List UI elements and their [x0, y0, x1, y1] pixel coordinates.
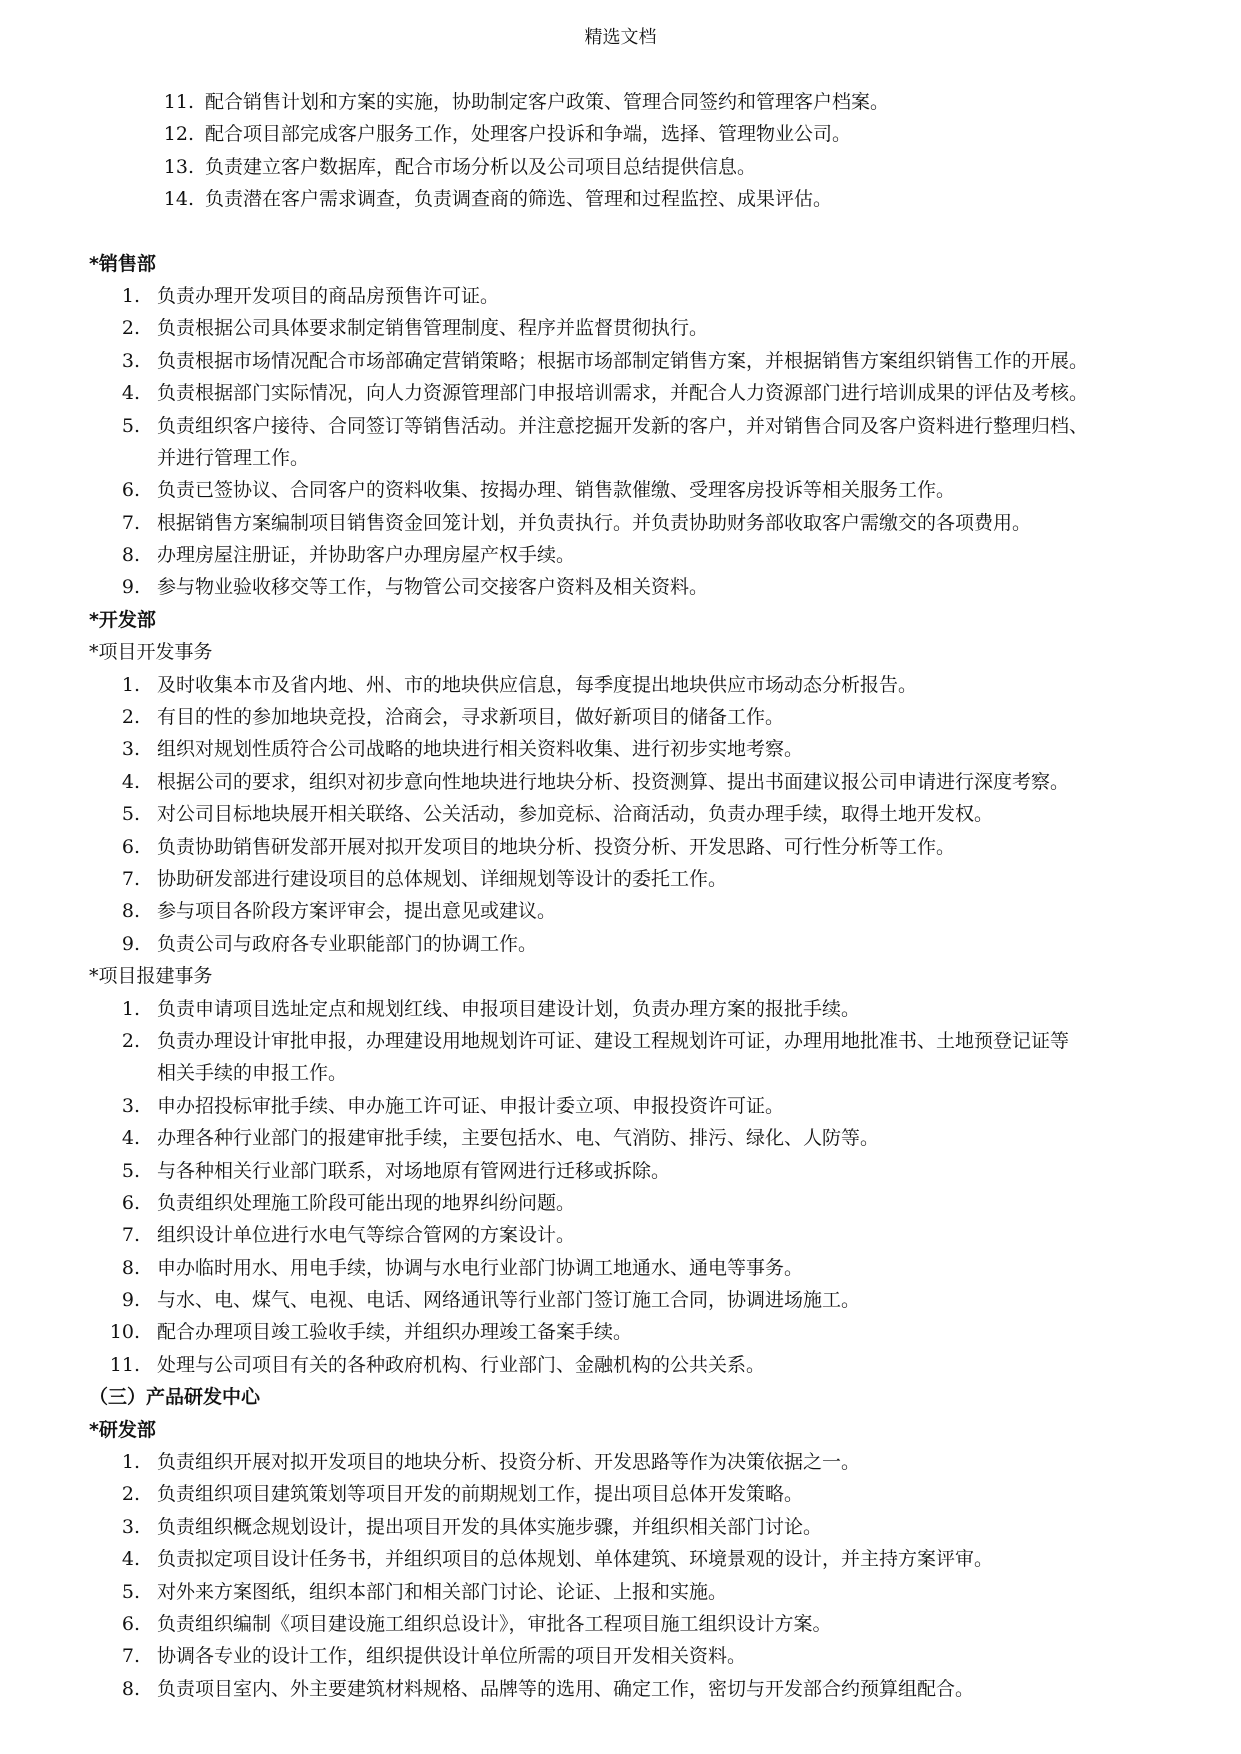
list-item-number: 5. — [121, 414, 140, 437]
list-item-text: 负责根据市场情况配合市场部确定营销策略；根据市场部制定销售方案，并根据销售方案组织销售工作的开展。 — [157, 349, 1089, 372]
list-item-number: 10. — [109, 1321, 140, 1344]
marketing-duties-list — [0, 86, 1241, 216]
list-item — [0, 1122, 1241, 1154]
list-item — [0, 895, 1241, 927]
rd-dept-heading: *研发部 — [89, 1418, 156, 1441]
list-item — [0, 1511, 1241, 1543]
list-item-text: 负责组织项目建筑策划等项目开发的前期规划工作，提出项目总体开发策略。 — [157, 1483, 804, 1506]
list-item-number: 11. — [163, 91, 194, 113]
list-item-continuation-text: 相关手续的申报工作。 — [157, 1062, 348, 1085]
list-item — [0, 86, 1241, 118]
list-item-number: 14. — [163, 188, 194, 211]
list-item-number: 2. — [121, 317, 140, 340]
list-item-number: 1. — [121, 673, 140, 696]
project-development-list — [0, 669, 1241, 961]
sales-duties-list — [0, 280, 1241, 604]
list-item-text: 及时收集本市及省内地、州、市的地块供应信息，每季度提出地块供应市场动态分析报告。 — [157, 673, 918, 696]
list-item — [0, 733, 1241, 765]
list-item-number: 4. — [121, 1548, 140, 1571]
list-item-text: 负责组织处理施工阶段可能出现的地界纠纷问题。 — [157, 1191, 576, 1214]
list-item — [0, 1640, 1241, 1672]
list-item-number: 11. — [109, 1353, 140, 1376]
dev-dept-heading: *开发部 — [89, 608, 156, 631]
list-item — [0, 1252, 1241, 1284]
list-item — [0, 571, 1241, 603]
list-item — [0, 118, 1241, 150]
list-item — [0, 1576, 1241, 1608]
list-item — [0, 798, 1241, 830]
list-item-number: 8. — [121, 544, 140, 567]
list-item-text: 负责组织客户接待、合同签订等销售活动。并注意挖掘开发新的客户，并对销售合同及客户资料进行整理归档、 — [157, 414, 1089, 437]
list-item — [0, 1478, 1241, 1510]
list-item — [0, 701, 1241, 733]
list-item — [0, 1187, 1241, 1219]
list-item-number: 5. — [121, 1159, 140, 1182]
list-item-number: 9. — [121, 1289, 140, 1312]
list-item-text: 负责组织开展对拟开发项目的地块分析、投资分析、开发思路等作为决策依据之一。 — [157, 1451, 861, 1474]
list-item — [0, 863, 1241, 895]
list-item-number: 8. — [121, 1256, 140, 1279]
list-item-number: 6. — [121, 1191, 140, 1214]
list-item — [0, 766, 1241, 798]
list-item-number: 1. — [121, 1451, 140, 1474]
list-item — [0, 183, 1241, 215]
list-item — [0, 1284, 1241, 1316]
list-item-continuation — [0, 442, 1241, 474]
project-development-subheading: *项目开发事务 — [89, 641, 213, 664]
list-item-text: 负责拟定项目设计任务书，并组织项目的总体规划、单体建筑、环境景观的设计，并主持方案评审。 — [157, 1548, 994, 1571]
list-item — [0, 312, 1241, 344]
list-item-number: 6. — [121, 479, 140, 502]
list-item-number: 9. — [121, 576, 140, 599]
list-item-number: 6. — [121, 1612, 140, 1635]
list-item-number: 7. — [121, 511, 140, 534]
list-item-number: 13. — [163, 155, 194, 178]
list-item — [0, 410, 1241, 442]
list-item-text: 负责办理开发项目的商品房预售许可证。 — [157, 284, 500, 307]
list-item — [0, 1608, 1241, 1640]
list-item — [0, 1316, 1241, 1348]
list-item — [0, 151, 1241, 183]
list-item-number: 9. — [121, 932, 140, 955]
list-item-text: 申办招投标审批手续、申办施工许可证、申报计委立项、申报投资许可证。 — [157, 1094, 785, 1117]
list-item-number: 3. — [121, 1094, 140, 1117]
list-item-text: 负责公司与政府各专业职能部门的协调工作。 — [157, 932, 538, 955]
list-item-number: 5. — [121, 1580, 140, 1603]
sales-dept-heading: *销售部 — [89, 252, 156, 275]
list-item-text: 负责建立客户数据库，配合市场分析以及公司项目总结提供信息。 — [205, 155, 757, 178]
list-item-continuation-text: 并进行管理工作。 — [157, 446, 310, 469]
rd-duties-list — [0, 1446, 1241, 1705]
list-item-text: 组织设计单位进行水电气等综合管网的方案设计。 — [157, 1224, 576, 1247]
list-item-text: 负责根据部门实际情况，向人力资源管理部门申报培训需求，并配合人力资源部门进行培训成果的评估及考核。 — [157, 382, 1089, 405]
list-item — [0, 507, 1241, 539]
list-item — [0, 1155, 1241, 1187]
list-item — [0, 1673, 1241, 1705]
list-item-text: 负责协助销售研发部开展对拟开发项目的地块分析、投资分析、开发思路、可行性分析等工作。 — [157, 835, 956, 858]
list-item-text: 负责办理设计审批申报，办理建设用地规划许可证、建设工程规划许可证，办理用地批准书、土地预登记证等 — [157, 1029, 1070, 1052]
project-approval-subheading: *项目报建事务 — [89, 965, 213, 988]
list-item-number: 4. — [121, 770, 140, 793]
list-item — [0, 539, 1241, 571]
list-item-continuation — [0, 1057, 1241, 1089]
list-item-number: 3. — [121, 349, 140, 372]
list-item-text: 处理与公司项目有关的各种政府机构、行业部门、金融机构的公共关系。 — [157, 1353, 766, 1376]
list-item — [0, 280, 1241, 312]
list-item-text: 配合项目部完成客户服务工作，处理客户投诉和争端，选择、管理物业公司。 — [205, 123, 852, 146]
list-item-number: 2. — [121, 1483, 140, 1506]
project-approval-list — [0, 993, 1241, 1382]
list-item-number: 1. — [121, 284, 140, 307]
list-item-text: 办理各种行业部门的报建审批手续，主要包括水、电、气消防、排污、绿化、人防等。 — [157, 1127, 880, 1150]
list-item — [0, 1349, 1241, 1381]
list-item-text: 负责组织概念规划设计，提出项目开发的具体实施步骤，并组织相关部门讨论。 — [157, 1515, 823, 1538]
list-item-number: 5. — [121, 803, 140, 826]
list-item-number: 8. — [121, 1677, 140, 1700]
list-item — [0, 1025, 1241, 1057]
list-item — [0, 474, 1241, 506]
list-item — [0, 831, 1241, 863]
document-content — [0, 86, 1241, 1705]
list-item-number: 4. — [121, 382, 140, 405]
list-item-text: 根据公司的要求，组织对初步意向性地块进行地块分析、投资测算、提出书面建议报公司申请进行深度考察。 — [157, 770, 1070, 793]
list-item-number: 1. — [121, 997, 140, 1020]
list-item-text: 负责已签协议、合同客户的资料收集、按揭办理、销售款催缴、受理客房投诉等相关服务工作。 — [157, 479, 956, 502]
list-item-text: 与各种相关行业部门联系，对场地原有管网进行迁移或拆除。 — [157, 1159, 671, 1182]
list-item-text: 对公司目标地块展开相关联络、公关活动，参加竞标、洽商活动，负责办理手续，取得土地开发权。 — [157, 803, 994, 826]
list-item-number: 12. — [163, 123, 194, 146]
list-item-number: 2. — [121, 1029, 140, 1052]
list-item — [0, 1219, 1241, 1251]
list-item — [0, 345, 1241, 377]
section-spacer — [0, 216, 1241, 248]
list-item-text: 配合办理项目竣工验收手续，并组织办理竣工备案手续。 — [157, 1321, 633, 1344]
list-item-text: 组织对规划性质符合公司战略的地块进行相关资料收集、进行初步实地考察。 — [157, 738, 804, 761]
list-item — [0, 669, 1241, 701]
list-item-text: 协调各专业的设计工作，组织提供设计单位所需的项目开发相关资料。 — [157, 1645, 747, 1668]
list-item-text: 根据销售方案编制项目销售资金回笼计划，并负责执行。并负责协助财务部收取客户需缴交的各项费用。 — [157, 511, 1032, 534]
list-item-number: 6. — [121, 835, 140, 858]
list-item — [0, 1090, 1241, 1122]
list-item-text: 负责组织编制《项目建设施工组织总设计》，审批各工程项目施工组织设计方案。 — [157, 1612, 832, 1635]
list-item-number: 3. — [121, 738, 140, 761]
list-item — [0, 993, 1241, 1025]
list-item-number: 4. — [121, 1127, 140, 1150]
list-item-text: 与水、电、煤气、电视、电话、网络通讯等行业部门签订施工合同，协调进场施工。 — [157, 1289, 861, 1312]
list-item-text: 参与项目各阶段方案评审会，提出意见或建议。 — [157, 900, 557, 923]
list-item — [0, 377, 1241, 409]
list-item-number: 7. — [121, 867, 140, 890]
list-item-text: 负责项目室内、外主要建筑材料规格、品牌等的选用、确定工作，密切与开发部合约预算组配合。 — [157, 1677, 975, 1700]
list-item-text: 负责根据公司具体要求制定销售管理制度、程序并监督贯彻执行。 — [157, 317, 709, 340]
list-item-text: 办理房屋注册证，并协助客户办理房屋产权手续。 — [157, 544, 576, 567]
list-item-text: 负责潜在客户需求调查，负责调查商的筛选、管理和过程监控、成果评估。 — [205, 188, 833, 211]
list-item — [0, 1543, 1241, 1575]
list-item-text: 申办临时用水、用电手续，协调与水电行业部门协调工地通水、通电等事务。 — [157, 1256, 804, 1279]
rd-center-heading: （三）产品研发中心 — [89, 1386, 261, 1409]
list-item-number: 3. — [121, 1515, 140, 1538]
list-item-text: 负责申请项目选址定点和规划红线、申报项目建设计划，负责办理方案的报批手续。 — [157, 997, 861, 1020]
list-item-text: 对外来方案图纸，组织本部门和相关部门讨论、论证、上报和实施。 — [157, 1580, 728, 1603]
list-item-number: 7. — [121, 1645, 140, 1668]
list-item-text: 配合销售计划和方案的实施，协助制定客户政策、管理合同签约和管理客户档案。 — [205, 91, 890, 113]
list-item-number: 8. — [121, 900, 140, 923]
list-item — [0, 928, 1241, 960]
page-header: 精选文档 — [584, 27, 657, 48]
list-item — [0, 1446, 1241, 1478]
list-item-text: 参与物业验收移交等工作，与物管公司交接客户资料及相关资料。 — [157, 576, 709, 599]
list-item-text: 协助研发部进行建设项目的总体规划、详细规划等设计的委托工作。 — [157, 867, 728, 890]
list-item-text: 有目的性的参加地块竞投，洽商会，寻求新项目，做好新项目的储备工作。 — [157, 706, 785, 729]
list-item-number: 7. — [121, 1224, 140, 1247]
list-item-number: 2. — [121, 706, 140, 729]
